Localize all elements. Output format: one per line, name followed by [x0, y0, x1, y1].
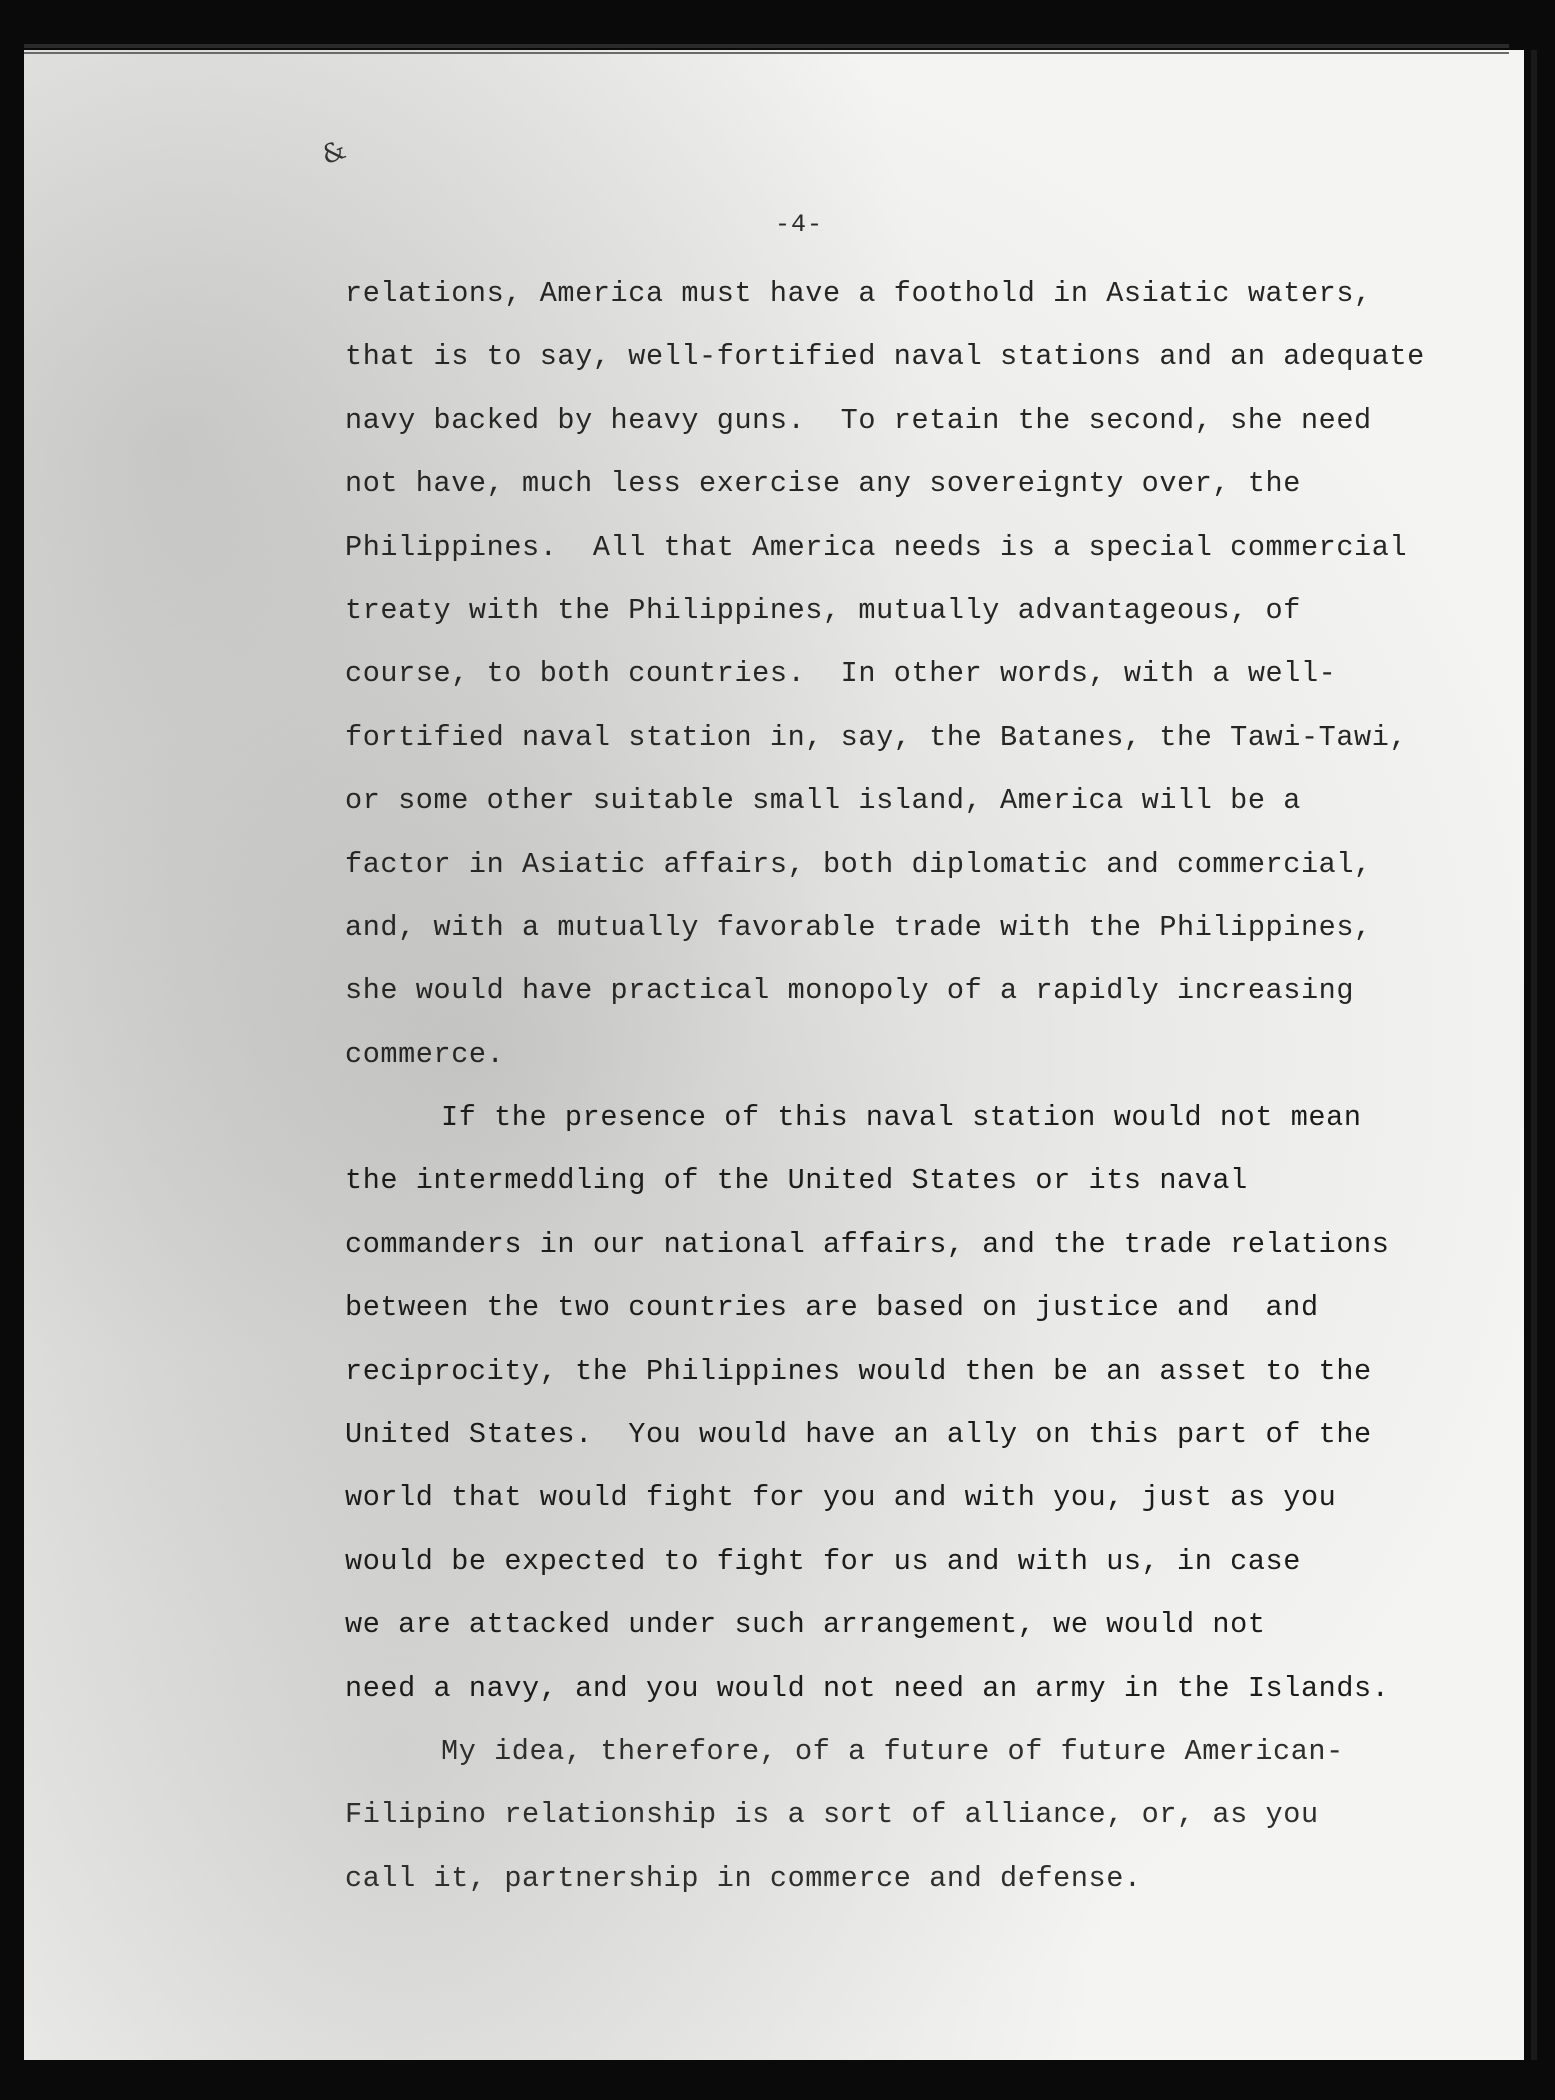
top-edge-rule: [24, 44, 1509, 48]
text-line: the intermeddling of the United States or its naval: [345, 1164, 1248, 1198]
text-line: call it, partnership in commerce and defense.: [345, 1861, 1142, 1895]
text-line: need a navy, and you would not need an army in the Islands.: [345, 1671, 1390, 1705]
text-line: not have, much less exercise any sovereignty over, the: [345, 467, 1301, 501]
top-edge-rule-inner: [24, 52, 1509, 54]
text-line: she would have practical monopoly of a rapidly increasing: [345, 974, 1355, 1008]
text-line: United States. You would have an ally on this part of the: [345, 1418, 1372, 1452]
text-line: or some other suitable small island, America will be a: [345, 784, 1301, 818]
text-line: Philippines. All that America needs is a special commercial: [345, 530, 1408, 564]
text-line: commanders in our national affairs, and the trade relations: [345, 1227, 1390, 1261]
text-line: and, with a mutually favorable trade with the Philippines,: [345, 910, 1372, 944]
paragraph-2: [345, 1086, 1475, 1720]
text-line: treaty with the Philippines, mutually advantageous, of: [345, 593, 1301, 627]
text-line: Filipino relationship is a sort of alliance, or, as you: [345, 1798, 1319, 1832]
text-line: If the presence of this naval station would not mean: [441, 1101, 1362, 1135]
text-line: world that would fight for you and with you, just as you: [345, 1481, 1337, 1515]
body-text: [345, 262, 1475, 1910]
text-line: relations, America must have a foothold in Asiatic waters,: [345, 277, 1372, 310]
text-line: reciprocity, the Philippines would then be an asset to the: [345, 1354, 1372, 1388]
text-line: between the two countries are based on justice and and: [345, 1291, 1319, 1325]
text-line: My idea, therefore, of a future of future American-: [441, 1734, 1344, 1768]
text-line: fortified naval station in, say, the Batanes, the Tawi-Tawi,: [345, 720, 1408, 754]
text-line: we are attacked under such arrangement, we would not: [345, 1608, 1266, 1642]
text-line: factor in Asiatic affairs, both diplomatic and commercial,: [345, 847, 1372, 881]
text-line: navy backed by heavy guns. To retain the second, she need: [345, 403, 1372, 437]
page-right-edge: [1531, 50, 1537, 2060]
paragraph-3: [345, 1720, 1475, 1910]
pencil-mark: &: [317, 135, 350, 172]
text-line: course, to both countries. In other words, with a well-: [345, 657, 1337, 691]
paragraph-1: [345, 262, 1475, 1086]
text-line: would be expected to fight for us and with us, in case: [345, 1544, 1301, 1578]
page-number: -4-: [775, 210, 824, 239]
text-line: that is to say, well-fortified naval stations and an adequate: [345, 340, 1425, 374]
text-line: commerce.: [345, 1037, 505, 1071]
